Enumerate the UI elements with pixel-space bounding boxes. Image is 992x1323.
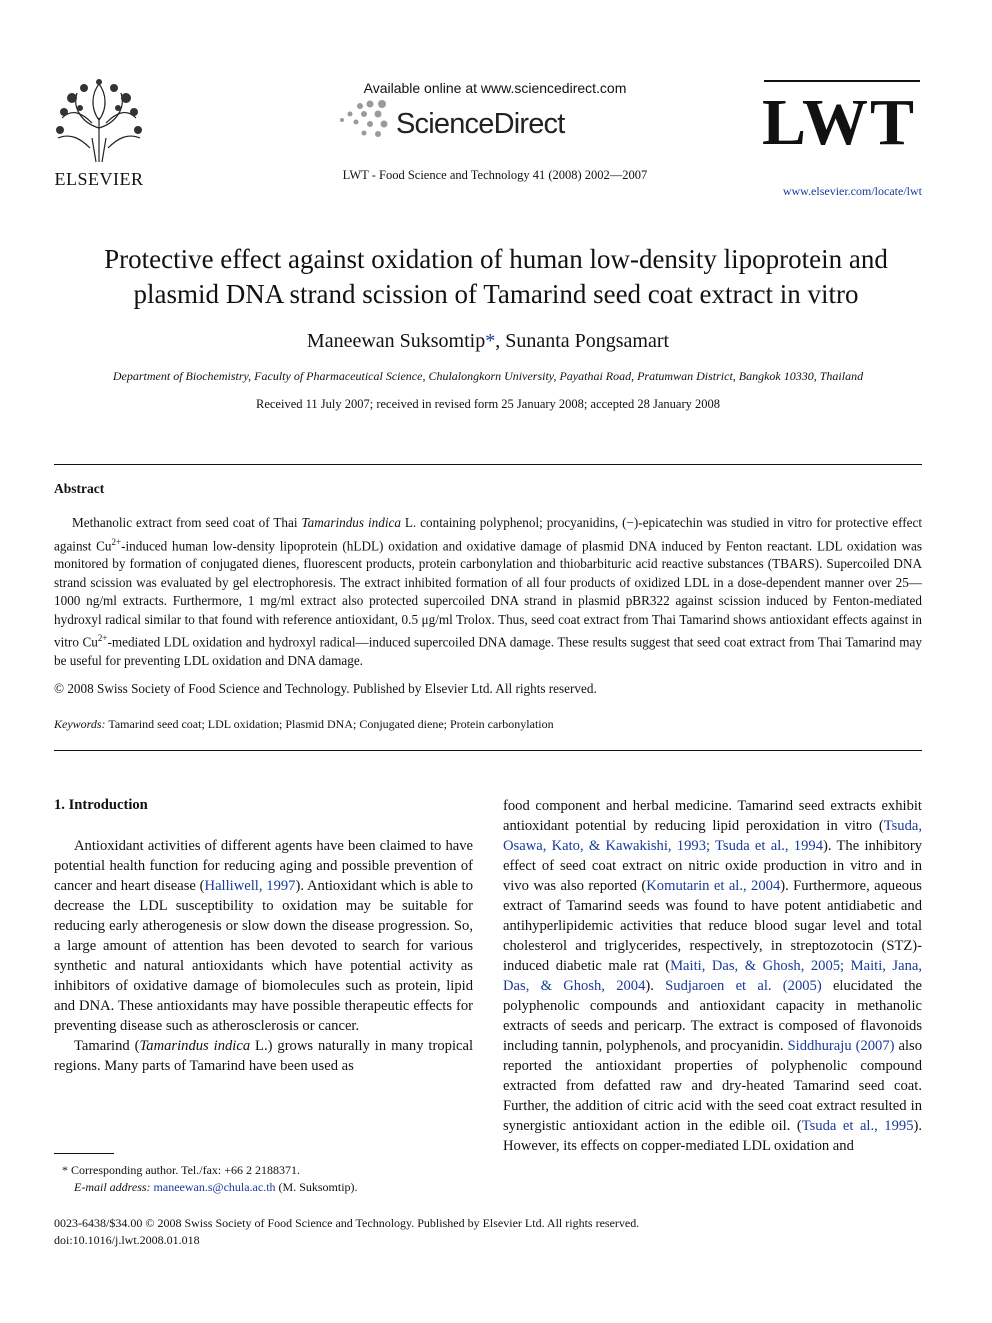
text-segment: ). Antioxidant which is able to decrease the LDL susceptibility to oxidation may be suitable for reducing early atherogenesis or slow down the disease progression. So, a large amount of attention has been devoted to search for various synthetic and natural antioxidants which have potential activity as inhibitors of oxidative damage of biomolecules such as protein, lipid and DNA. These antioxidants may have possible therapeutic effects for preventing disease such as atherosclerosis or cancer. — [54, 878, 473, 1034]
intro-paragraph — [503, 796, 922, 1156]
abstract-segment: L. containing polyphenol; procyanidins, (−)-epicatechin was studied in vitro for protective effect against Cu — [54, 515, 922, 553]
abstract-segment: Methanolic extract from seed coat of Thai — [72, 515, 302, 530]
citation-link[interactable]: Halliwell, 1997 — [204, 878, 296, 894]
title-line-1: Protective effect against oxidation of human low-density lipoprotein and — [104, 244, 888, 274]
publisher-name: ELSEVIER — [54, 169, 144, 189]
superscript: 2+ — [111, 536, 122, 547]
text-segment: ). — [645, 978, 666, 994]
affiliation: Department of Biochemistry, Faculty of Pharmaceutical Science, Chulalongkorn University, Payathai Road, Pratumwan District, Bangkok 10330, Thailand — [112, 369, 864, 383]
citation-link[interactable]: Tsuda, Osawa, Kato, & Kawakishi, 1993; Tsuda et al., 1994 — [503, 818, 922, 854]
doi: doi:10.1016/j.lwt.2008.01.018 — [54, 1233, 200, 1247]
received-dates: Received 11 July 2007; received in revised form 25 January 2008; accepted 28 January 2008 — [256, 397, 720, 411]
abstract-heading: Abstract — [54, 481, 105, 496]
author-name: Maneewan Suksomtip — [306, 330, 486, 352]
citation-link[interactable]: Maiti, Das, & Ghosh, 2005; Maiti, Jana, Das, & Ghosh, 2004 — [503, 958, 922, 994]
title-line-2: plasmid DNA strand scission of Tamarind seed coat extract in vitro — [133, 279, 859, 309]
footnote-text: Corresponding author. Tel./fax: +66 2 2188371. — [68, 1163, 301, 1177]
text-segment: elucidated the polyphenolic compounds and antioxidant capacity in methanolic extracts of seeds and pericarp. The extract is composed of flavonoids including tannin, polyphenols, and procyanidin. — [503, 978, 922, 1054]
intro-paragraph — [54, 836, 473, 1036]
elsevier-tree-logo-icon — [52, 78, 146, 164]
text-segment: ). However, its effects on copper-mediated LDL oxidation and — [503, 1118, 923, 1154]
abstract-segment: -mediated LDL oxidation and hydroxyl radical—induced supercoiled DNA damage. These results suggest that seed coat extract from Thai Tamarind may be useful for preventing LDL oxidation and DNA damage. — [54, 634, 923, 669]
issn-copyright: 0023-6438/$34.00 © 2008 Swiss Society of Food Science and Technology. Published by Elsevier Ltd. All rights reserved. — [54, 1216, 640, 1230]
left-column — [54, 836, 473, 1076]
divider — [54, 750, 922, 751]
page-footer — [54, 1215, 922, 1249]
species-name: Tamarindus indica — [301, 515, 401, 530]
lwt-logo-rule — [764, 80, 920, 82]
journal-reference: LWT - Food Science and Technology 41 (2008) 2002—2007 — [342, 168, 648, 182]
text-segment: food component and herbal medicine. Tamarind seed extracts exhibit antioxidant potential by reducing lipid peroxidation in vitro ( — [503, 798, 922, 834]
keywords-label: Keywords: — [54, 717, 106, 731]
article-title — [50, 242, 942, 312]
footnote-corresponding — [54, 1162, 473, 1179]
corresponding-author-mark[interactable]: * — [485, 330, 496, 352]
elsevier-logo — [52, 78, 146, 189]
sciencedirect-dots-icon — [336, 100, 394, 140]
text-segment: Antioxidant activities of different agents have been claimed to have potential health function for reducing aging and possible prevention of cancer and heart disease ( — [54, 838, 473, 894]
text-segment: also reported the antioxidant properties of polyphenolic compound extracted from defatted raw and dry-heated Tamarind seed coat. Further, the addition of citric acid with the seed coat extract resulted in synergistic antioxidant action in the edible oil. ( — [503, 1038, 922, 1134]
available-online-text: Available online at www.sciencedirect.com — [363, 80, 627, 96]
text-segment: ). Furthermore, aqueous extract of Tamarind seeds was found to have potent antidiabetic and antihyperlipidemic activities that reduce blood sugar level and total cholesterol and triglycerides, respectively, in streptozotocin (STZ)-induced diabetic male rat ( — [503, 878, 922, 974]
email-link[interactable]: maneewan.s@chula.ac.th — [153, 1180, 276, 1194]
abstract-copyright: © 2008 Swiss Society of Food Science and Technology. Published by Elsevier Ltd. All rights reserved. — [54, 681, 597, 696]
section-heading: 1. Introduction — [54, 797, 148, 813]
sciencedirect-logo: ScienceDirect — [396, 108, 565, 140]
email-suffix: (M. Suksomtip). — [275, 1180, 358, 1194]
text-segment: ). The inhibitory effect of seed coat extract on nitric oxide production in vitro and in vivo was also reported ( — [503, 838, 923, 894]
right-column — [503, 796, 922, 1156]
text-segment: L.) grows naturally in many tropical regions. Many parts of Tamarind have been used as — [54, 1038, 474, 1074]
journal-url-link[interactable]: www.elsevier.com/locate/lwt — [782, 184, 922, 198]
footnote-mark: * — [62, 1163, 68, 1177]
abstract-text — [54, 514, 922, 671]
abstract-segment: -induced human low-density lipoprotein (hLDL) oxidation and oxidative damage of plasmid DNA induced by Fenton reactant. LDL oxidation was monitored by formation of conjugated dienes, fluorescent products, protein carbonylation and thiobarbituric acid reactive substances (TBARS). Supercoiled DNA strand scission was evaluated by gel electrophoresis. The extract inhibited formation of all four products of oxidized LDL in a dose-dependent manner over 25—1000 ng/ml extracts. Furthermore, 1 mg/ml extract also protected supercoiled DNA strand in plasmid pBR322 against scission induced by Fenton-mediated hydroxyl radical similar to that found with reference antioxidant, 0.5 μg/ml Trolox. Thus, seed coat extract from Thai Tamarind shows antioxidant effects against in vitro Cu — [54, 537, 922, 650]
superscript: 2+ — [97, 633, 108, 644]
author-list — [50, 330, 926, 353]
citation-link[interactable]: Sudjaroen et al. (2005) — [665, 978, 822, 994]
keywords — [54, 717, 922, 732]
citation-link[interactable]: Komutarin et al., 2004 — [646, 878, 781, 894]
email-label: E-mail address: — [74, 1180, 151, 1194]
footnote-email — [54, 1179, 473, 1196]
intro-paragraph — [54, 1036, 473, 1076]
keywords-text: Tamarind seed coat; LDL oxidation; Plasmid DNA; Conjugated diene; Protein carbonylation — [105, 717, 554, 731]
citation-link[interactable]: Tsuda et al., 1995 — [801, 1118, 914, 1134]
journal-logo: LWT — [762, 86, 916, 159]
author-separator: , — [495, 330, 506, 352]
author-name: Sunanta Pongsamart — [505, 330, 670, 352]
citation-link[interactable]: Siddhuraju (2007) — [787, 1038, 895, 1054]
divider — [54, 464, 922, 465]
footnote-rule — [54, 1153, 114, 1154]
footnote — [54, 1162, 473, 1196]
text-segment: Tamarind ( — [74, 1038, 140, 1054]
species-name: Tamarindus indica — [139, 1038, 251, 1054]
